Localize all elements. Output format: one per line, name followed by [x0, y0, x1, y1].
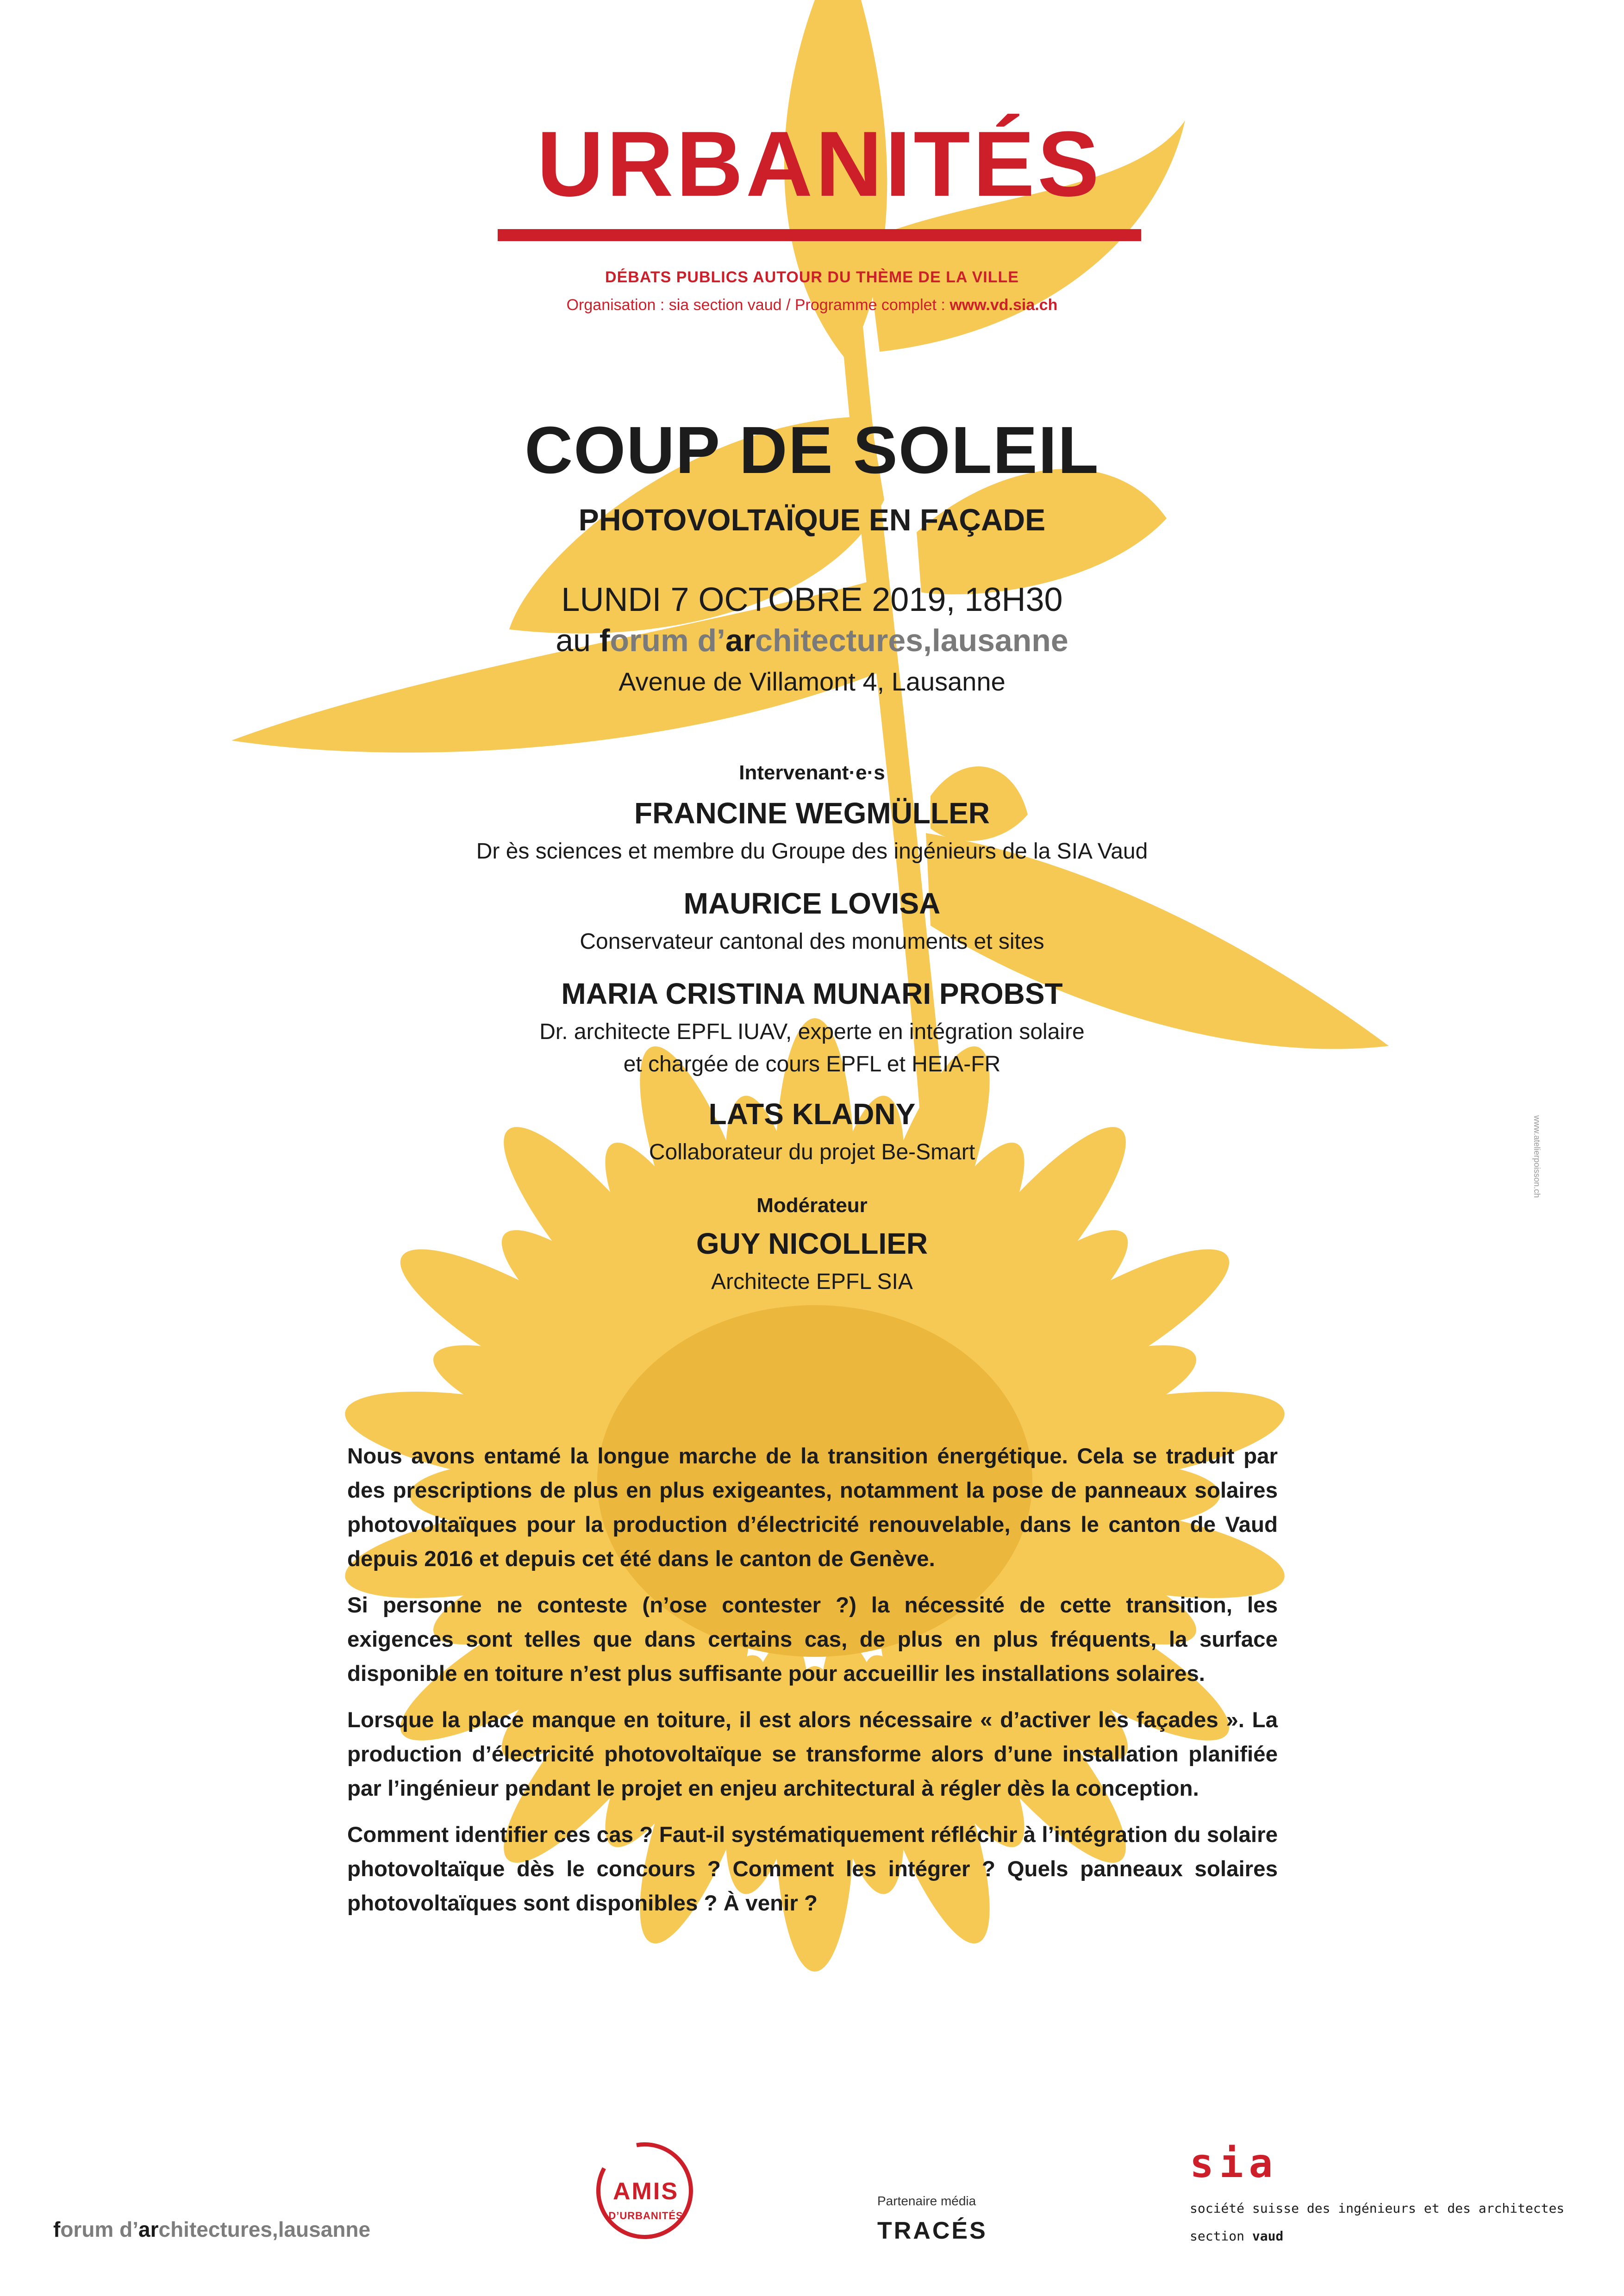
series-subtitle: DÉBATS PUBLICS AUTOUR DU THÈME DE LA VILLE: [605, 268, 1019, 286]
media-partner-logo: TRACÉS: [877, 2217, 987, 2244]
event-date: LUNDI 7 OCTOBRE 2019, 18H30: [561, 581, 1063, 618]
speakers-heading: Intervenant·e·s: [739, 761, 885, 784]
description-paragraph: Si personne ne conteste (n’ose contester ?) la nécessité de cette transition, les exigences sont telles que dans certains cas, de plus en plus fréquents, la surface disponible en toiture n’est plus suffisante pour accueillir les installations solaires.: [347, 1593, 1278, 1686]
sia-logo: sia: [1190, 2140, 1279, 2187]
moderator-role: Architecte EPFL SIA: [711, 1269, 913, 1294]
forum-logo-part: orum d’: [60, 2217, 138, 2241]
organisation-text: Organisation : sia section vaud / Programme complet :: [566, 296, 950, 314]
media-partner-label: Partenaire média: [877, 2194, 976, 2208]
venue-brand-part: ar: [725, 623, 756, 658]
organisation-url-link[interactable]: www.vd.sia.ch: [949, 296, 1058, 314]
speaker-role: Collaborateur du projet Be-Smart: [649, 1140, 975, 1164]
amis-logo-subtext: D’URBANITÉS: [608, 2210, 683, 2221]
event-address: Avenue de Villamont 4, Lausanne: [618, 667, 1006, 696]
sia-section-prefix: section: [1190, 2228, 1252, 2244]
speaker-name: MARIA CRISTINA MUNARI PROBST: [561, 977, 1063, 1010]
description-paragraph: Comment identifier ces cas ? Faut-il systématiquement réfléchir à l’intégration du solaire photovoltaïque dès le concours ? Comment les intégrer ? Quels panneaux solaires photovoltaïques sont disponibles ? À venir ?: [347, 1823, 1278, 1916]
moderator-name: GUY NICOLLIER: [696, 1227, 928, 1260]
venue-prefix: au: [556, 623, 600, 658]
speaker-role: Dr. architecte EPFL IUAV, experte en intégration solaire: [539, 1020, 1085, 1044]
description-paragraph: Nous avons entamé la longue marche de la transition énergétique. Cela se traduit par des prescriptions de plus en plus exigeantes, notamment la pose de panneaux solaires photovoltaïques pour la production d’électricité renouvelable, dans le canton de Vaud depuis 2016 et depuis cet été dans le canton de Genève.: [347, 1444, 1278, 1571]
forum-logo-part: chitectures,lausanne: [158, 2217, 371, 2241]
series-title-underline: [498, 229, 1141, 241]
forum-logo-part: f: [53, 2217, 61, 2241]
venue-brand: [600, 623, 1068, 658]
venue-brand-part: orum d’: [610, 623, 725, 658]
event-description: [347, 1439, 1278, 1933]
event-subtitle: PHOTOVOLTAÏQUE EN FAÇADE: [578, 503, 1046, 537]
sia-name: société suisse des ingénieurs et des architectes: [1190, 2201, 1565, 2216]
event-venue: [0, 622, 1624, 659]
moderator-heading: Modérateur: [756, 1194, 868, 1217]
speaker-role: et chargée de cours EPFL et HEIA-FR: [623, 1052, 1001, 1076]
speaker-name: LATS KLADNY: [708, 1097, 916, 1131]
forum-logo-part: ar: [138, 2217, 159, 2241]
speaker-name: MAURICE LOVISA: [683, 887, 941, 920]
designer-credit: www.atelierpoisson.ch: [1532, 1115, 1542, 1198]
venue-brand-part: chitectures,lausanne: [755, 623, 1068, 658]
forum-logo: [53, 2217, 370, 2242]
organisation-line: [0, 296, 1624, 314]
speaker-role: Dr ès sciences et membre du Groupe des ingénieurs de la SIA Vaud: [476, 839, 1148, 864]
sia-section: [1190, 2228, 1283, 2244]
amis-logo-text: AMIS: [613, 2178, 679, 2205]
series-title: URBANITÉS: [537, 112, 1102, 216]
speaker-role: Conservateur cantonal des monuments et sites: [580, 929, 1044, 954]
speaker-name: FRANCINE WEGMÜLLER: [634, 796, 990, 830]
sia-section-name: vaud: [1252, 2228, 1284, 2244]
description-paragraph: Lorsque la place manque en toiture, il est alors nécessaire « d’activer les façades ». La production d’électricité photovoltaïque se transforme alors d’une installation planifiée par l’ingénieur pendant le projet en enjeu architectural à régler dès la conception.: [347, 1708, 1278, 1801]
event-title: COUP DE SOLEIL: [525, 413, 1099, 487]
venue-brand-part: f: [599, 623, 610, 658]
